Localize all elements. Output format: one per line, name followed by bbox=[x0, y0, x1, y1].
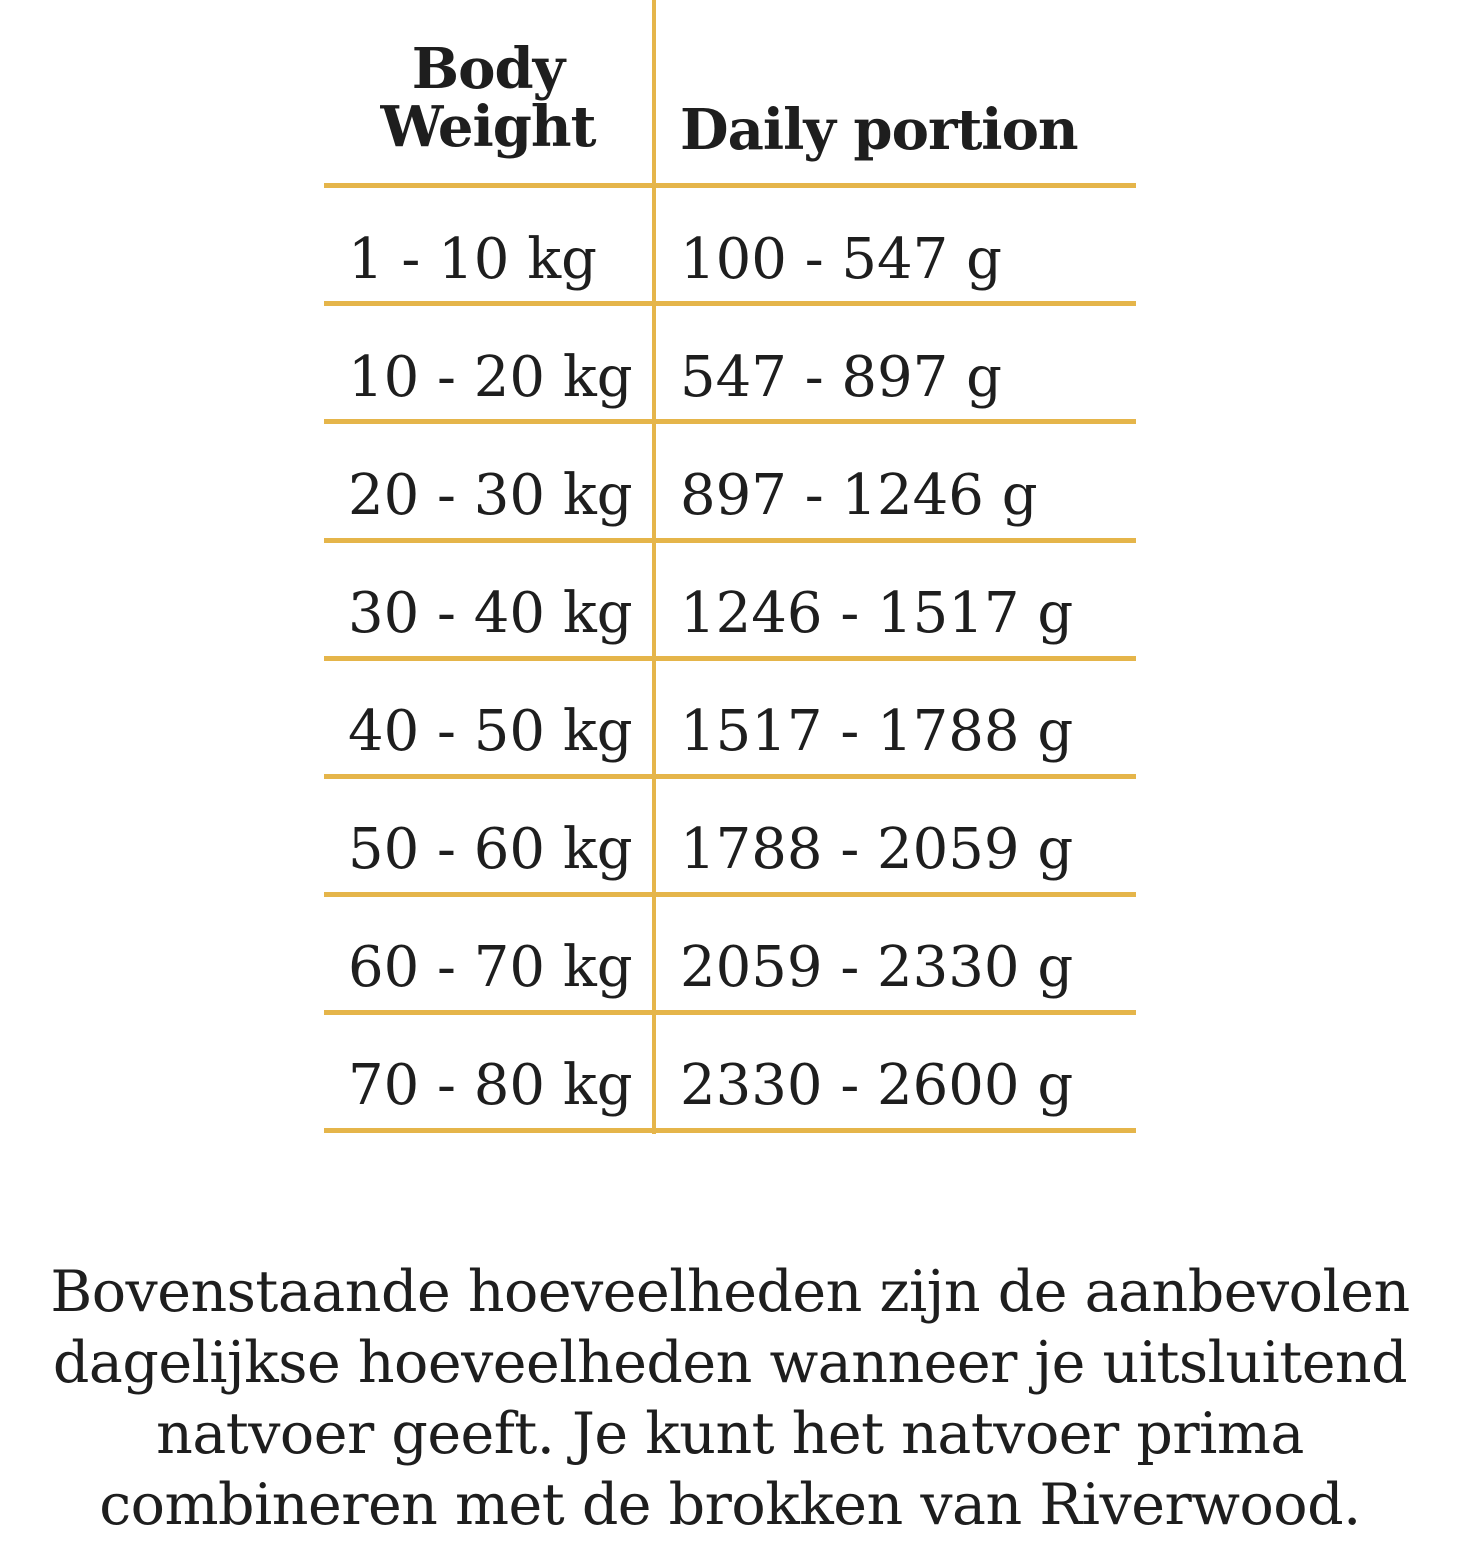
row-3-weight: 20 - 30 kg bbox=[348, 463, 633, 528]
row-3-portion: 897 - 1246 g bbox=[680, 463, 1038, 528]
header-body-weight bbox=[324, 36, 652, 160]
row-6-portion: 1788 - 2059 g bbox=[680, 817, 1074, 882]
column-divider bbox=[652, 0, 656, 1134]
row-8-weight: 70 - 80 kg bbox=[348, 1053, 633, 1118]
row-2-weight: 10 - 20 kg bbox=[348, 345, 633, 410]
table-bottom-border bbox=[324, 1128, 1136, 1133]
row-4-portion: 1246 - 1517 g bbox=[680, 581, 1074, 646]
row-divider bbox=[324, 1010, 1136, 1015]
header-body-weight-line1: Body bbox=[411, 36, 565, 102]
row-4-weight: 30 - 40 kg bbox=[348, 581, 633, 646]
header-body-weight-line2: Weight bbox=[380, 94, 596, 160]
row-divider bbox=[324, 538, 1136, 543]
row-8-portion: 2330 - 2600 g bbox=[680, 1053, 1074, 1118]
feeding-note: Bovenstaande hoeveelheden zijn de aanbevolen dagelijkse hoeveelheden wanneer je uitsluitend natvoer geeft. Je kunt het natvoer prima combineren met de brokken van Riverwood. bbox=[50, 1259, 1410, 1538]
row-divider bbox=[324, 892, 1136, 897]
row-divider bbox=[324, 419, 1136, 424]
row-divider bbox=[324, 656, 1136, 661]
row-2-portion: 547 - 897 g bbox=[680, 345, 1002, 410]
row-7-portion: 2059 - 2330 g bbox=[680, 935, 1074, 1000]
row-5-weight: 40 - 50 kg bbox=[348, 699, 633, 764]
row-1-weight: 1 - 10 kg bbox=[348, 227, 597, 292]
feeding-table bbox=[324, 0, 1136, 1140]
row-1-portion: 100 - 547 g bbox=[680, 227, 1002, 292]
row-divider bbox=[324, 774, 1136, 779]
row-divider bbox=[324, 301, 1136, 306]
row-7-weight: 60 - 70 kg bbox=[348, 935, 633, 1000]
row-6-weight: 50 - 60 kg bbox=[348, 817, 633, 882]
header-daily-portion: Daily portion bbox=[680, 97, 1078, 163]
header-divider bbox=[324, 183, 1136, 188]
row-5-portion: 1517 - 1788 g bbox=[680, 699, 1074, 764]
